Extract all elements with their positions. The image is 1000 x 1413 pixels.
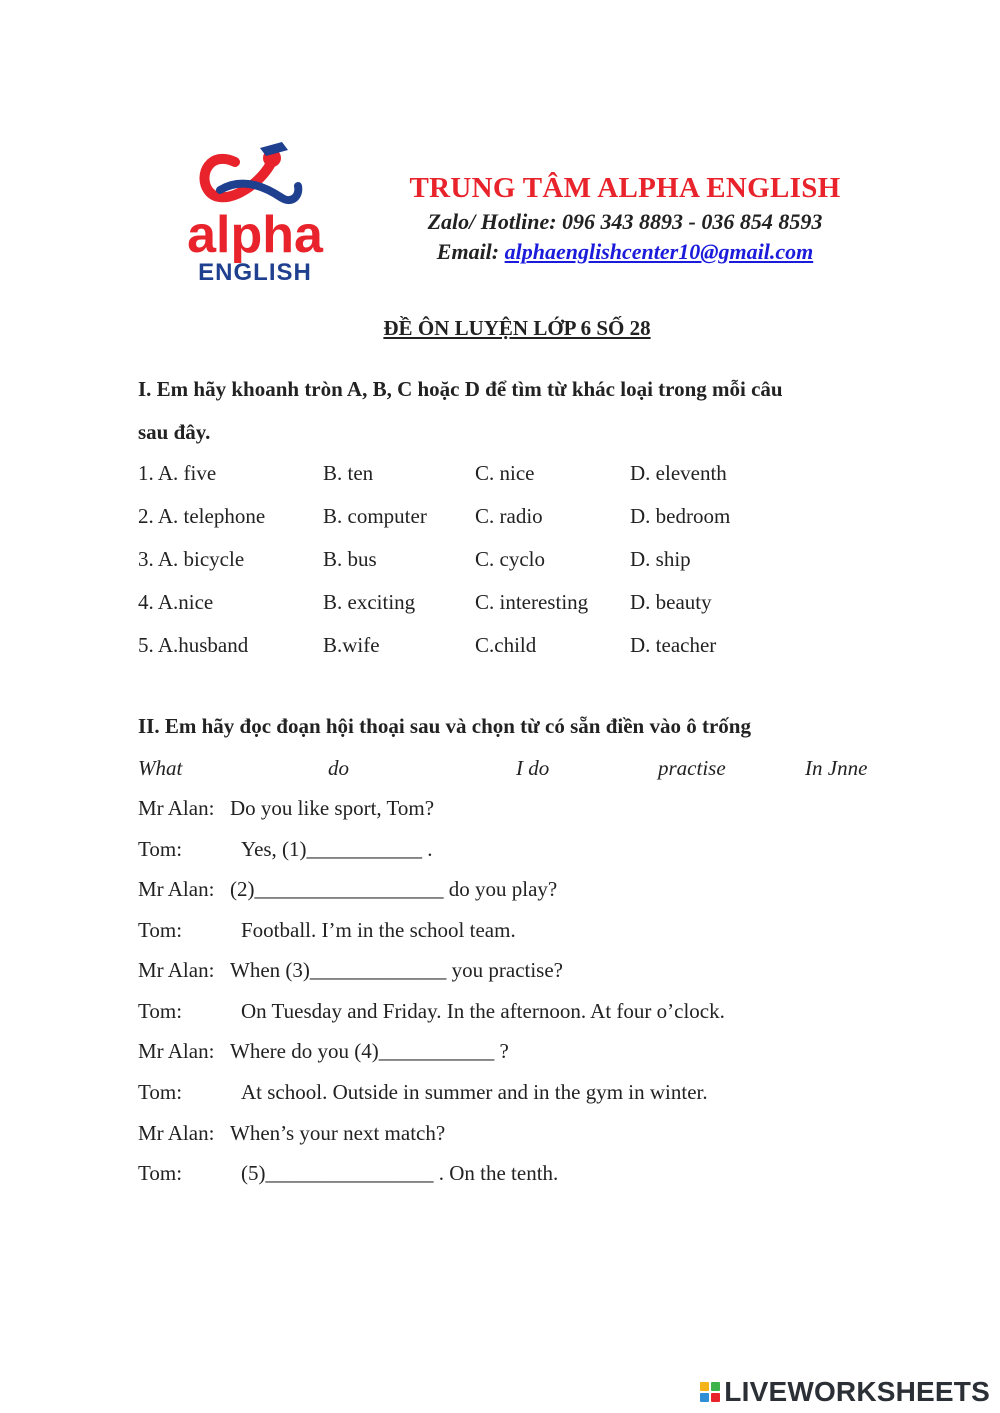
speaker: Tom:: [138, 837, 183, 861]
dialogue-text: On Tuesday and Friday. In the afternoon. At four o’clock.: [241, 999, 725, 1023]
section1-heading-line1: I. Em hãy khoanh tròn A, B, C hoặc D để tìm từ khác loại trong mỗi câu: [138, 377, 783, 401]
email-label: Email:: [436, 239, 505, 264]
option-c[interactable]: C. nice: [475, 461, 535, 485]
speaker: Mr Alan:: [138, 1039, 215, 1063]
hotline: Zalo/ Hotline: 096 343 8893 - 036 854 8593: [427, 209, 823, 234]
speaker: Mr Alan:: [138, 796, 215, 820]
speaker: Mr Alan:: [138, 958, 215, 982]
speaker: Tom:: [138, 1161, 183, 1185]
center-header: [395, 172, 855, 265]
dialogue-text: At school. Outside in summer and in the gym in winter.: [241, 1080, 708, 1104]
option-c[interactable]: C. cyclo: [475, 547, 545, 571]
option-a[interactable]: 4. A.nice: [138, 590, 214, 614]
word-bank: [138, 756, 898, 786]
option-a[interactable]: 2. A. telephone: [138, 504, 266, 528]
logo-sub: ENGLISH: [198, 259, 312, 286]
speaker: Mr Alan:: [138, 877, 215, 901]
option-a[interactable]: 5. A.husband: [138, 633, 249, 657]
option-a[interactable]: 1. A. five: [138, 461, 217, 485]
option-c[interactable]: C. radio: [475, 504, 543, 528]
dialogue-text: Football. I’m in the school team.: [241, 918, 516, 942]
option-d[interactable]: D. bedroom: [630, 504, 731, 528]
blank-2[interactable]: (2)__________________ do you play?: [230, 877, 558, 901]
exam-title: ĐỀ ÔN LUYỆN LỚP 6 SỐ 28: [383, 316, 651, 340]
option-b[interactable]: B. exciting: [323, 590, 416, 614]
liveworksheets-badge-icon: [700, 1382, 720, 1402]
email-link[interactable]: alphaenglishcenter10@gmail.com: [504, 239, 814, 264]
word-bank-item[interactable]: practise: [658, 756, 726, 780]
blank-5[interactable]: (5)________________ . On the tenth.: [241, 1161, 559, 1185]
option-c[interactable]: C.child: [475, 633, 537, 657]
email-line: [395, 239, 855, 265]
dialogue-text: Do you like sport, Tom?: [230, 796, 435, 820]
blank-1[interactable]: Yes, (1)___________ .: [241, 837, 433, 861]
speaker: Mr Alan:: [138, 1121, 215, 1145]
liveworksheets-watermark: [700, 1376, 990, 1408]
liveworksheets-text: LIVEWORKSHEETS: [724, 1376, 990, 1407]
alpha-english-logo: [160, 120, 350, 310]
dialogue-text: When’s your next match?: [230, 1121, 446, 1145]
option-d[interactable]: D. teacher: [630, 633, 717, 657]
option-b[interactable]: B. computer: [323, 504, 427, 528]
option-d[interactable]: D. eleventh: [630, 461, 727, 485]
blank-3[interactable]: When (3)_____________ you practise?: [230, 958, 563, 982]
option-b[interactable]: B. ten: [323, 461, 374, 485]
section2-heading: II. Em hãy đọc đoạn hội thoại sau và chọn từ có sẵn điền vào ô trống: [138, 714, 751, 738]
option-b[interactable]: B.wife: [323, 633, 380, 657]
center-name: TRUNG TÂM ALPHA ENGLISH: [409, 172, 841, 204]
option-a[interactable]: 3. A. bicycle: [138, 547, 245, 571]
speaker: Tom:: [138, 999, 183, 1023]
blank-4[interactable]: Where do you (4)___________ ?: [230, 1039, 509, 1063]
word-bank-item[interactable]: do: [328, 756, 349, 780]
word-bank-item[interactable]: In Jnne: [805, 756, 868, 780]
section1-heading-line2: sau đây.: [138, 420, 211, 444]
word-bank-item[interactable]: I do: [516, 756, 550, 780]
option-d[interactable]: D. ship: [630, 547, 691, 571]
option-c[interactable]: C. interesting: [475, 590, 589, 614]
logo-word: alpha: [187, 206, 323, 264]
option-b[interactable]: B. bus: [323, 547, 377, 571]
option-d[interactable]: D. beauty: [630, 590, 712, 614]
speaker: Tom:: [138, 1080, 183, 1104]
word-bank-item[interactable]: What: [138, 756, 183, 780]
speaker: Tom:: [138, 918, 183, 942]
